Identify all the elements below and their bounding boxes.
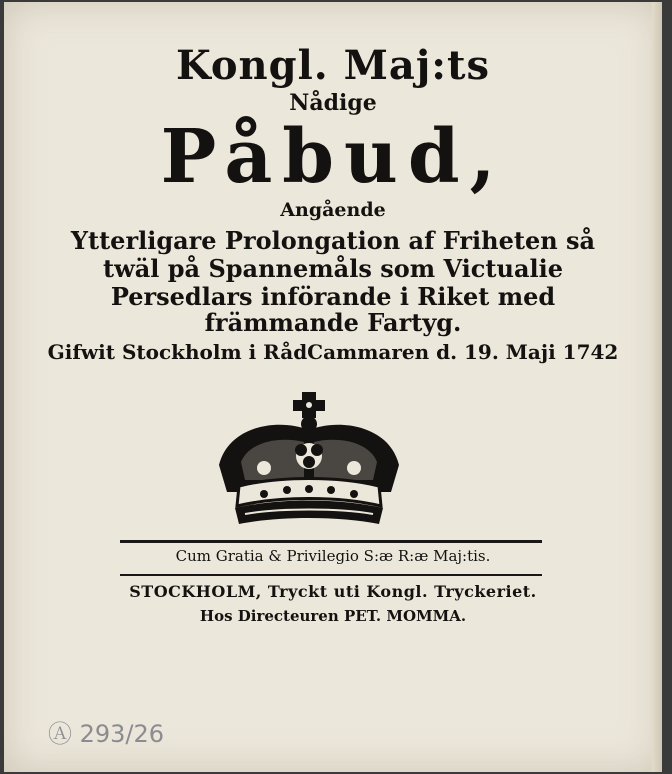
body-line-3: Persedlars införande i Riket med — [110, 282, 556, 311]
date-line: Gifwit Stockholm i RådCammaren d. 19. Maji 1742 — [47, 340, 619, 364]
body-line-2: twäl på Spannemåls som Victualie — [102, 254, 563, 283]
main-title: Påbud, — [160, 114, 506, 200]
imprint-line-1: STOCKHOLM, Tryckt uti Kongl. Tryckeriet. — [129, 582, 537, 601]
divider-bottom — [120, 574, 542, 576]
body-line-1: Ytterligare Prolongation af Friheten så — [70, 226, 596, 255]
crown-icon — [209, 390, 409, 530]
pencil-annotation: Ⓐ 293/26 — [48, 720, 165, 748]
imprint-line-2: Hos Directeuren PET. MOMMA. — [199, 607, 467, 625]
title-line-2: Nådige — [289, 90, 377, 116]
title-line-1: Kongl. Maj:ts — [175, 42, 491, 89]
divider-top — [120, 540, 542, 543]
privilege-line: Cum Gratia & Privilegio S:æ R:æ Maj:tis. — [175, 547, 491, 565]
document-page — [4, 2, 662, 772]
subtitle: Angående — [280, 199, 386, 221]
body-line-4: främmande Fartyg. — [204, 308, 462, 337]
